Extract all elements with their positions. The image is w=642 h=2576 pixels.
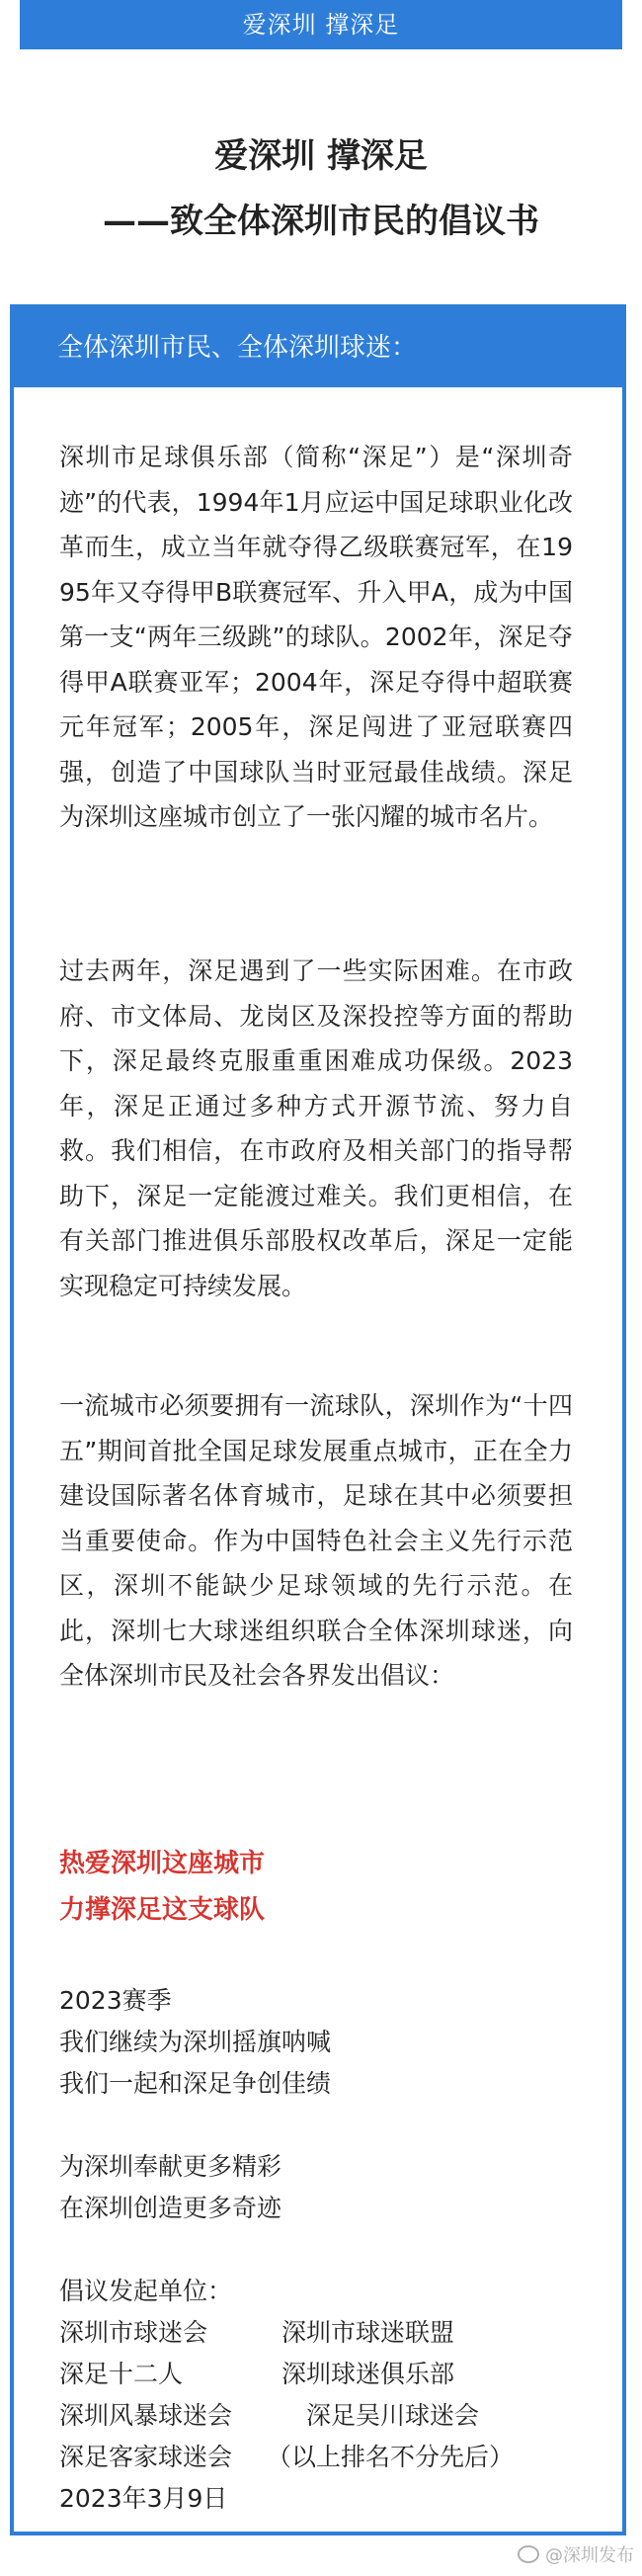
contribute-line: 为深圳奉献更多精彩 xyxy=(59,2152,282,2181)
initiator-name: 深足客家球迷会 xyxy=(59,2443,233,2471)
paragraph-difficulties: 过去两年，深足遇到了一些实际困难。在市政府、市文体局、龙岗区及深投控等方面的帮助下，深足最终克服重重困难成功保级。2023年，深足正通过多种方式开源节流、努力自救。我们相信，在市政府及相关部门的指导帮助下，深足一定能渡过难关。我们更相信，在有关部门推进俱乐部股权改革后，深足一定能实现稳定可持续发展。 xyxy=(59,956,573,1300)
initiator-name: 深足十二人 xyxy=(59,2360,184,2388)
page-subtitle: ——致全体深圳市民的倡议书 xyxy=(103,202,539,241)
season-line: 我们一起和深足争创佳绩 xyxy=(59,2069,332,2098)
top-banner: 爱深圳 撑深足 xyxy=(20,0,622,49)
ranking-note: （以上排名不分先后） xyxy=(267,2443,515,2471)
initiator-name: 深足吴川球迷会 xyxy=(306,2401,480,2430)
initiators-label: 倡议发起单位： xyxy=(59,2277,233,2305)
issue-date: 2023年3月9日 xyxy=(59,2484,228,2513)
slogan-love-city: 热爱深圳这座城市 xyxy=(59,1849,266,1878)
initiator-name: 深圳市球迷联盟 xyxy=(281,2318,455,2347)
slogan-support-team: 力撑深足这支球队 xyxy=(59,1895,266,1925)
salutation-header: 全体深圳市民、全体深圳球迷： xyxy=(14,308,622,387)
watermark xyxy=(518,2541,634,2567)
watermark-text: @深圳发布 xyxy=(545,2545,634,2566)
contribute-line: 在深圳创造更多奇迹 xyxy=(59,2194,282,2222)
weibo-icon xyxy=(518,2545,539,2563)
initiator-name: 深圳市球迷会 xyxy=(59,2318,208,2347)
page-title: 爱深圳 撑深足 xyxy=(214,136,428,176)
initiator-name: 深圳风暴球迷会 xyxy=(59,2401,233,2430)
initiator-name: 深圳球迷俱乐部 xyxy=(281,2360,455,2388)
season-title: 2023赛季 xyxy=(59,1986,172,2015)
season-line: 我们继续为深圳摇旗呐喊 xyxy=(59,2028,332,2056)
paragraph-initiative: 一流城市必须要拥有一流球队，深圳作为“十四五”期间首批全国足球发展重点城市，正在全力建设国际著名体育城市，足球在其中必须要担当重要使命。作为中国特色社会主义先行示范区，深圳不能缺少足球领域的先行示范。在此，深圳七大球迷组织联合全体深圳球迷，向全体深圳市民及社会各界发出倡议： xyxy=(59,1391,573,1690)
paragraph-history: 深圳市足球俱乐部（简称“深足”）是“深圳奇迹”的代表，1994年1月应运中国足球职业化改革而生，成立当年就夺得乙级联赛冠军，在1995年又夺得甲B联赛冠军、升入甲A，成为中国第一支“两年三级跳”的球队。2002年，深足夺得甲A联赛亚军；2004年，深足夺得中超联赛元年冠军；2005年，深足闯进了亚冠联赛四强，创造了中国球队当时亚冠最佳战绩。深足为深圳这座城市创立了一张闪耀的城市名片。 xyxy=(59,443,573,831)
